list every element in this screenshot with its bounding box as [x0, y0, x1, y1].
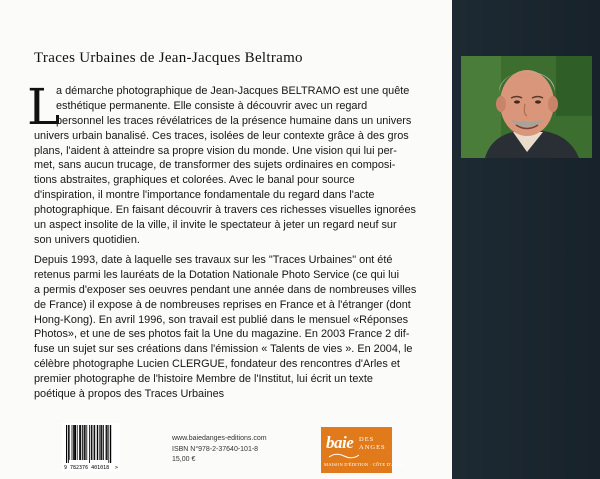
logo-des-anges [359, 436, 386, 452]
text-line: retenus parmi les lauréats de la Dotation Nationale Photo Service (ce qui lui [34, 268, 400, 281]
logo-wave-icon [329, 452, 359, 460]
paragraph-2 [34, 253, 446, 402]
barcode-suffix: > [115, 465, 119, 471]
text-line: d'inspiration, il montre l'importance fondamentale du regard dans l'acte [34, 189, 375, 202]
text-line: esthétique permanente. Elle consiste à découvrir avec un regard [56, 99, 368, 112]
text-line: plans, l'aident à atteindre sa propre vision du monde. Une vision qui lui per- [34, 144, 397, 157]
paragraph-1 [34, 84, 446, 248]
barcode-digits: 9 782376 401018 [64, 465, 110, 471]
text-line: de France) il expose à de nombreuses reprises en France et à l'étranger (dont [34, 298, 411, 311]
text-line: a permis d'exposer ses oeuvres pendant une année dans de nombreuses villes [34, 283, 417, 296]
text-line: Photos», et une de ses photos fait la Une du magazine. En 2003 France 2 dif- [34, 328, 410, 341]
text-line: met, sans aucun trucage, de transformer des sujets ordinaires en composi- [34, 159, 396, 172]
logo-tagline: MAISON D'ÉDITION · CÔTE D'AZUR [324, 462, 405, 467]
barcode [62, 423, 120, 471]
author-portrait [461, 56, 592, 158]
text-line: photographique. En faisant découvrir à travers ces richesses visuelles ignorées [34, 204, 416, 217]
price: 15,00 € [172, 456, 196, 463]
text-line: un aspect insolite de la ville, il invite le spectateur à jeter un regard neuf sur [34, 219, 397, 232]
text-line: a démarche photographique de Jean-Jacques BELTRAMO est une quête [56, 85, 410, 97]
text-line: personnel les traces révélatrices de la présence humaine dans un univers [56, 114, 412, 127]
publisher-info [172, 434, 312, 466]
text-line: poétique à propos des Traces Urbaines [34, 388, 225, 401]
book-title: Traces Urbaines de Jean-Jacques Beltramo [34, 50, 303, 66]
drop-cap: L [27, 78, 61, 136]
text-line: célèbre photographe Lucien CLERGUE, fondateur des rencontres d'Arles et [34, 358, 400, 371]
text-line: Hong-Kong). En avril 1996, son travail est publié dans le mensuel «Réponses [34, 313, 409, 326]
logo-word: baie [326, 433, 354, 452]
logo-des: DES [359, 436, 375, 443]
text-line: tions abstraites, graphiques et colorées. Avec le banal pour source [34, 174, 355, 187]
logo-anges: ANGES [359, 444, 386, 451]
text-line: Depuis 1993, date à laquelle ses travaux sur les "Traces Urbaines" ont été [34, 254, 393, 266]
isbn: ISBN N°978-2-37640-101-8 [172, 445, 259, 453]
text-line: premier photographe de l'histoire Membre de l'Institut, lui écrit un texte [34, 373, 373, 386]
text-line: univers urbain banalisé. Ces traces, isolées de leur contexte grâce à des gros [34, 129, 409, 142]
publisher-logo [321, 427, 405, 473]
website-link[interactable]: www.baiedanges-editions.com [172, 435, 267, 442]
text-line: son univers quotidien. [34, 233, 140, 246]
text-line: fuse un sujet sur ses créations dans l'émission « Talents de vies ». En 2004, le [34, 343, 413, 356]
